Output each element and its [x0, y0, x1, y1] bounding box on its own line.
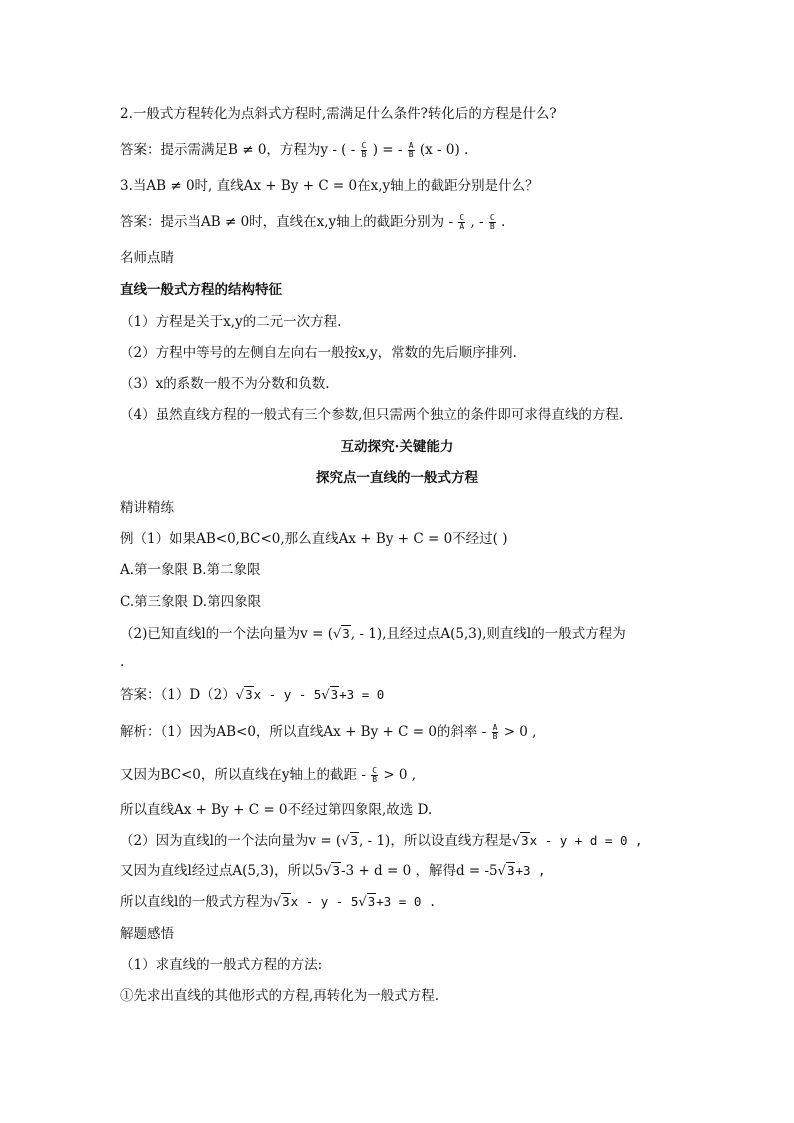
example-1: 例（1）如果AB<0,BC<0,那么直线Ax + By + C = 0不经过( ) [120, 531, 508, 547]
sqrt-3: √3 [332, 626, 350, 642]
sqrt-3: √3 [358, 894, 376, 910]
analysis-2: 又因为BC<0，所以直线在y轴上的截距 - $\frac{C}{B}$ > 0 , [120, 766, 417, 784]
analysis-4: （2）因为直线l的一个法向量为v = (√3, - 1)，所以设直线方程是√3x - y + d = 0 , [120, 831, 643, 852]
question-3: 3.当AB ≠ 0时, 直线Ax + By + C = 0在x,y轴上的截距分别是什么？ [120, 178, 539, 194]
example-2: （2)已知直线l的一个法向量为v = (√3, - 1),且经过点A(5,3),则直线l的一般式方程为 [120, 624, 626, 645]
fraction-c-over-b: $\frac{C}{B}$ [489, 213, 495, 231]
options-cd: C.第三象限 D.第四象限 [120, 594, 262, 610]
fraction-a-over-b: $\frac{A}{B}$ [408, 141, 414, 159]
method-1: ①先求出直线的其他形式的方程,再转化为一般式方程. [120, 988, 440, 1004]
feature-1: （1）方程是关于x,y的二元一次方程. [120, 314, 342, 330]
fraction-c-over-b: $\frac{C}{B}$ [372, 766, 378, 784]
method-title: （1）求直线的一般式方程的方法: [120, 957, 323, 973]
section-title: 互动探究·关键能力 [340, 439, 454, 455]
example-2-dot: . [120, 654, 125, 670]
analysis-1: 解析：（1）因为AB<0，所以直线Ax + By + C = 0的斜率 - $\frac{A}{B}$ > 0 , [120, 723, 537, 741]
feature-4: （4）虽然直线方程的一般式有三个参数,但只需两个独立的条件即可求得直线的方程. [120, 407, 624, 423]
reflection-heading: 解题感悟 [120, 926, 174, 942]
sqrt-3: √3 [321, 687, 339, 703]
sqrt-3: √3 [235, 687, 253, 703]
structure-title: 直线一般式方程的结构特征 [120, 282, 282, 298]
analysis-6: 所以直线l的一般式方程为√3x - y - 5√3+3 = 0 . [120, 892, 436, 913]
feature-3: （3）x的系数一般不为分数和负数. [120, 376, 330, 392]
analysis-3: 所以直线Ax + By + C = 0不经过第四象限,故选 D. [120, 802, 433, 818]
feature-2: （2）方程中等号的左侧自左向右一般按x,y，常数的先后顺序排列. [120, 345, 517, 361]
answer-2: 答案：提示需满足B ≠ 0，方程为y - ( - $\frac{C}{B}$ ) = - $\frac{A}{B}$ (x - 0) . [120, 141, 469, 159]
answer-3: 答案：提示当AB ≠ 0时，直线在x,y轴上的截距分别为 - $\frac{C}{A}$ , - $\frac{C}{B}$ . [120, 213, 506, 231]
fraction-c-over-a: $\frac{C}{A}$ [459, 213, 465, 231]
analysis-5: 又因为直线l经过点A(5,3)，所以5√3-3 + d = 0 ，解得d = -5√3+3 , [120, 861, 546, 882]
options-ab: A.第一象限 B.第二象限 [120, 562, 261, 578]
lecture-heading: 精讲精练 [120, 500, 174, 516]
answer-line: 答案：（1）D（2）√3x - y - 5√3+3 = 0 [120, 685, 384, 706]
teacher-tip-heading: 名师点睛 [120, 250, 174, 266]
fraction-c-over-b: $\frac{C}{B}$ [361, 141, 367, 159]
fraction-a-over-b: $\frac{A}{B}$ [492, 723, 498, 741]
sqrt-3: √3 [341, 833, 359, 849]
sqrt-3: √3 [497, 863, 515, 879]
question-2: 2.一般式方程转化为点斜式方程时,需满足什么条件?转化后的方程是什么? [120, 106, 557, 122]
sqrt-3: √3 [323, 863, 340, 879]
sqrt-3: √3 [511, 833, 529, 849]
subsection-title: 探究点一直线的一般式方程 [316, 470, 478, 486]
sqrt-3: √3 [272, 894, 290, 910]
